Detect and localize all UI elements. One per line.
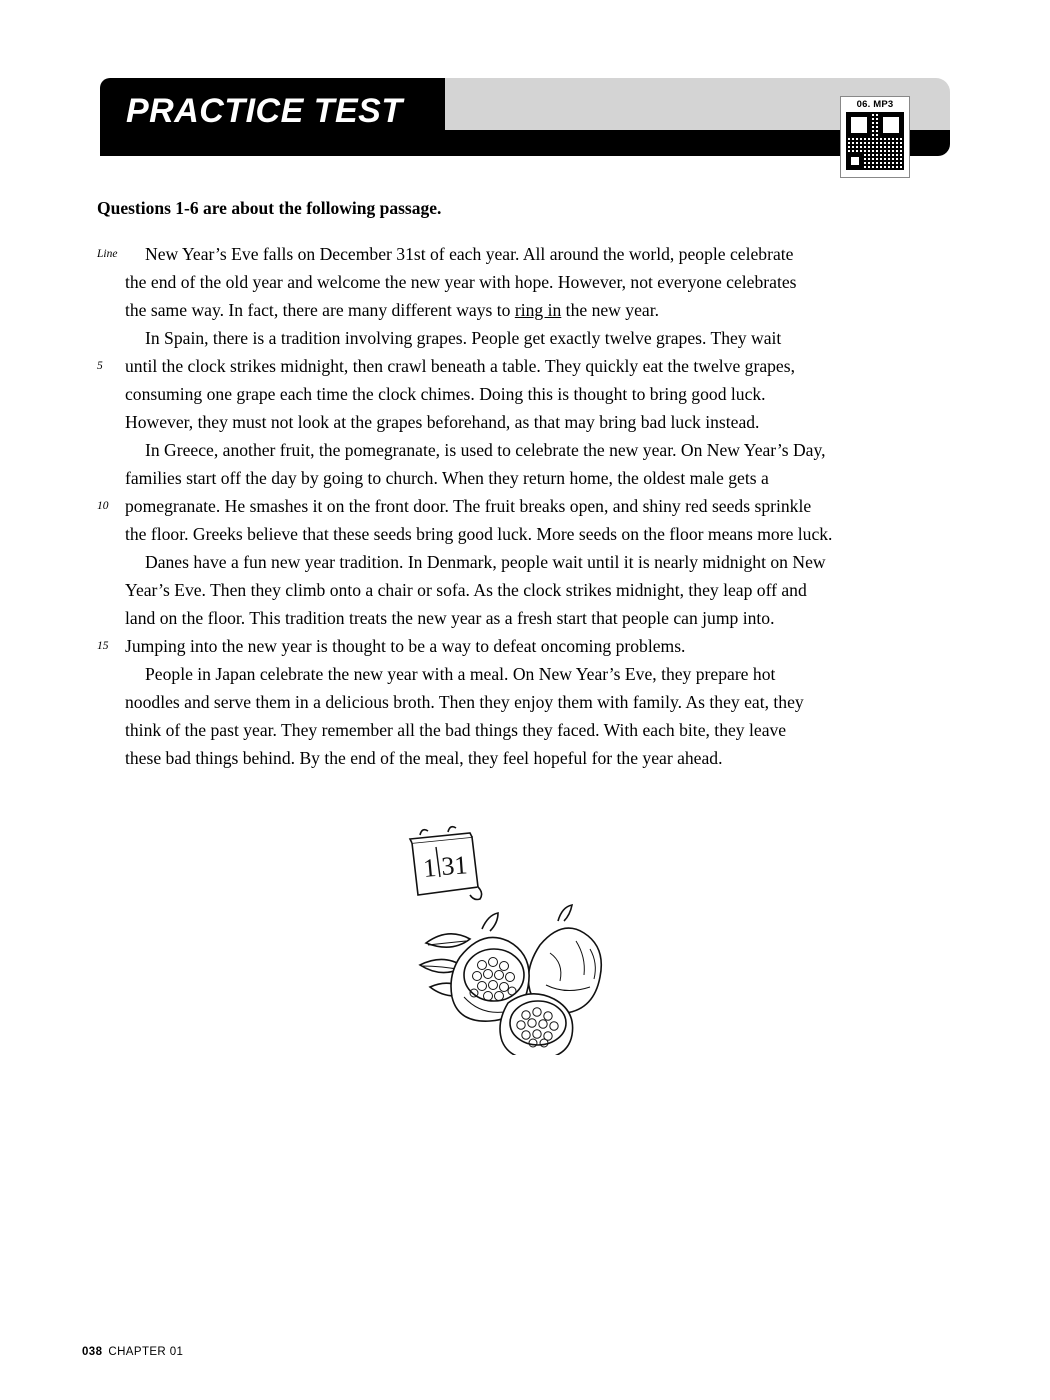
passage-line-text: think of the past year. They remember all the bad things they faced. With each bite, they leave bbox=[125, 720, 787, 740]
passage-line-text: New Year’s Eve falls on December 31st of each year. All around the world, people celebrate bbox=[145, 244, 794, 264]
page-header-banner bbox=[100, 78, 950, 156]
passage-line-text: People in Japan celebrate the new year with a meal. On New Year’s Eve, they prepare hot bbox=[145, 664, 776, 684]
page-number: 038 bbox=[82, 1346, 103, 1358]
passage-line-text: In Greece, another fruit, the pomegranate, is used to celebrate the new year. On New Year’s Day, bbox=[145, 440, 826, 460]
passage-line-text: these bad things behind. By the end of the meal, they feel hopeful for the year ahead. bbox=[125, 748, 723, 768]
passage-line bbox=[97, 688, 907, 716]
page-title: PRACTICE TEST bbox=[126, 92, 403, 130]
passage-line bbox=[97, 408, 907, 436]
passage-line-text: In Spain, there is a tradition involving grapes. People get exactly twelve grapes. They wait bbox=[145, 328, 782, 348]
passage-line-text: land on the floor. This tradition treats the new year as a fresh start that people can jump into. bbox=[125, 608, 775, 628]
pomegranate-and-calendar-illustration bbox=[390, 825, 650, 1055]
svg-text:1: 1 bbox=[421, 852, 438, 883]
passage-line bbox=[97, 240, 907, 268]
passage-line-text: the same way. In fact, there are many different ways to ring in the new year. bbox=[125, 300, 659, 320]
passage-line bbox=[97, 548, 907, 576]
line-marker: 15 bbox=[97, 640, 109, 652]
passage-line bbox=[97, 436, 907, 464]
passage-line bbox=[97, 520, 907, 548]
passage-line bbox=[97, 464, 907, 492]
line-marker: Line bbox=[97, 248, 118, 260]
passage-line bbox=[97, 576, 907, 604]
header-black-bar bbox=[100, 130, 950, 156]
passage-line-text: the end of the old year and welcome the new year with hope. However, not everyone celebrates bbox=[125, 272, 797, 292]
passage-line-text: families start off the day by going to church. When they return home, the oldest male gets a bbox=[125, 468, 769, 488]
audio-track-label: 06. MP3 bbox=[856, 99, 894, 110]
qr-code-icon[interactable] bbox=[846, 112, 904, 170]
passage-line-text: until the clock strikes midnight, then crawl beneath a table. They quickly eat the twelve grapes, bbox=[125, 356, 795, 376]
passage-line bbox=[97, 380, 907, 408]
passage-line-text: pomegranate. He smashes it on the front door. The fruit breaks open, and shiny red seeds sprinkle bbox=[125, 496, 812, 516]
passage-line-text: Year’s Eve. Then they climb onto a chair or sofa. As the clock strikes midnight, they leap off and bbox=[125, 580, 807, 600]
passage-line bbox=[97, 744, 907, 772]
passage-line bbox=[97, 324, 907, 352]
audio-qr-badge[interactable] bbox=[840, 96, 910, 178]
passage-line-text: the floor. Greeks believe that these seeds bring good luck. More seeds on the floor means more luck. bbox=[125, 524, 833, 544]
passage-line-text: However, they must not look at the grapes beforehand, as that may bring bad luck instead. bbox=[125, 412, 760, 432]
chapter-label: CHAPTER 01 bbox=[108, 1346, 184, 1358]
passage-line bbox=[97, 660, 907, 688]
svg-text:31: 31 bbox=[440, 850, 469, 881]
passage-line bbox=[97, 492, 907, 520]
passage-line-text: consuming one grape each time the clock chimes. Doing this is thought to bring good luck. bbox=[125, 384, 766, 404]
calendar-icon bbox=[410, 827, 482, 900]
passage-line-text: noodles and serve them in a delicious broth. Then they enjoy them with family. As they eat, they bbox=[125, 692, 804, 712]
questions-heading: Questions 1-6 are about the following passage. bbox=[97, 198, 442, 218]
passage-line bbox=[97, 604, 907, 632]
passage-line bbox=[97, 716, 907, 744]
page-footer bbox=[82, 1346, 183, 1358]
passage-line bbox=[97, 352, 907, 380]
passage-line-text: Danes have a fun new year tradition. In Denmark, people wait until it is nearly midnight on New bbox=[145, 552, 826, 572]
reading-passage bbox=[97, 240, 907, 772]
passage-line bbox=[97, 296, 907, 324]
passage-line bbox=[97, 268, 907, 296]
passage-line-text: Jumping into the new year is thought to be a way to defeat oncoming problems. bbox=[125, 636, 686, 656]
passage-line bbox=[97, 632, 907, 660]
line-marker: 10 bbox=[97, 500, 109, 512]
line-marker: 5 bbox=[97, 360, 103, 372]
underlined-phrase: ring in bbox=[514, 300, 562, 320]
